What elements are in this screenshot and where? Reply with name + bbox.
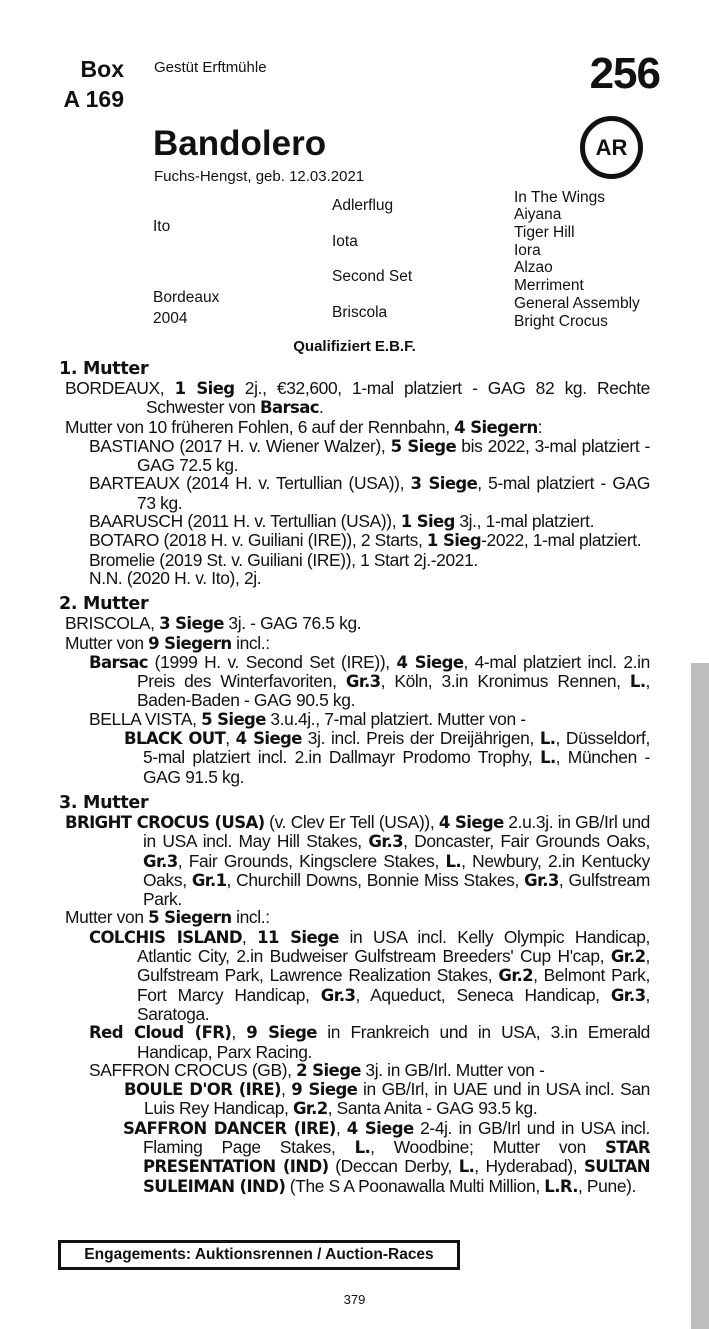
text-segment: BRISCOLA, <box>65 613 160 634</box>
text-segment: incl.: <box>231 632 270 653</box>
box-line-1: Box <box>80 56 124 82</box>
bold-highlight: Red Cloud (FR) <box>89 1023 232 1043</box>
text-segment: , Gulfstream Park, Lawrence Realization Stakes, <box>137 946 650 986</box>
text-segment: BOTARO (2018 H. v. Guiliani (IRE)), 2 Starts, <box>89 530 427 551</box>
qualification-note: Qualifiziert E.B.F. <box>293 338 416 355</box>
pedigree-grandparent: Briscola <box>332 304 388 321</box>
bold-highlight: 3 Siege <box>159 614 224 634</box>
bold-highlight: 2 Siege <box>296 1060 361 1080</box>
text-segment: , <box>280 1079 292 1100</box>
text-segment: (The S A Poonawalla Multi Million, <box>285 1175 545 1196</box>
bold-highlight: 5 Siegern <box>148 908 232 928</box>
text-segment: Mutter von 10 früheren Fohlen, 6 auf der Rennbahn, <box>65 416 455 437</box>
produce-entry <box>59 531 650 550</box>
text-segment: , Santa Anita - GAG 93.5 kg. <box>327 1098 538 1119</box>
text-segment: in GB/Irl, in UAE und in USA incl. San Luis Rey Handicap, <box>144 1079 650 1119</box>
bold-highlight: Gr.3 <box>143 851 178 871</box>
bold-highlight: 4 Siege <box>346 1118 414 1138</box>
bold-highlight: 4 Siege <box>438 812 504 832</box>
bold-highlight: L. <box>540 748 556 768</box>
bold-highlight: Gr.2 <box>610 947 646 967</box>
pedigree-grandparent: Second Set <box>332 268 413 285</box>
text-segment: , Newbury, 2.in Kentucky Oaks, <box>143 850 650 890</box>
text-segment: 3j. - GAG 76.5 kg. <box>223 613 362 634</box>
produce-summary <box>59 908 650 927</box>
pedigree-great-grandparent: In The Wings <box>514 189 606 206</box>
text-segment: in USA incl. Kelly Olympic Handicap, Atlantic City, 2.in Budweiser Gulfstream Breeders' Cup H'cap, <box>137 926 651 967</box>
text-segment: -2022, 1-mal platziert. <box>481 530 642 551</box>
bold-highlight: Barsac <box>260 398 319 418</box>
section-title-dam-2: 2. Mutter <box>59 594 149 615</box>
bold-highlight: Gr.3 <box>524 870 559 890</box>
text-segment: , Belmont Park, Fort Marcy Handicap, <box>137 965 650 1005</box>
bold-highlight: COLCHIS ISLAND <box>89 927 242 947</box>
text-segment: , <box>241 926 258 947</box>
text-segment: 2-4j. in GB/Irl und in USA incl. Flaming Page Stakes, <box>143 1117 651 1157</box>
pedigree-great-grandparent: General Assembly <box>514 295 640 312</box>
bold-highlight: L. <box>445 851 462 871</box>
produce-entry <box>59 437 650 475</box>
pedigree-great-grandparent: Tiger Hill <box>514 224 575 241</box>
text-segment: bis 2022, 3-mal platziert - GAG 72.5 kg. <box>137 435 650 476</box>
produce-entry <box>59 1061 650 1080</box>
box-label <box>24 54 124 114</box>
bold-highlight: 3 Siege <box>410 474 478 494</box>
pedigree-dam-year: 2004 <box>153 310 188 327</box>
box-line-2: A 169 <box>63 86 124 112</box>
bold-highlight: BOULE D'OR (IRE) <box>124 1080 281 1100</box>
text-segment: SAFFRON CROCUS (GB), <box>89 1059 297 1080</box>
bold-highlight: L. <box>629 672 646 692</box>
pedigree-great-grandparent: Aiyana <box>514 206 562 223</box>
text-segment: BARTEAUX (2014 H. v. Tertullian (USA)), <box>89 473 411 494</box>
text-segment: 3j. in GB/Irl. Mutter von - <box>360 1059 545 1080</box>
bold-highlight: 4 Siegern <box>454 417 538 437</box>
produce-entry <box>59 653 650 710</box>
bold-highlight: Gr.3 <box>345 672 381 692</box>
pedigree-great-grandparent: Merriment <box>514 277 584 294</box>
bold-highlight: 1 Sieg <box>426 531 482 551</box>
ar-badge-text: AR <box>595 134 628 160</box>
text-segment: 3j., 1-mal platziert. <box>454 511 595 532</box>
produce-summary <box>59 418 650 437</box>
bold-highlight: Gr.2 <box>292 1099 328 1119</box>
dam-record <box>59 614 650 633</box>
text-segment: , München - GAG 91.5 kg. <box>143 747 651 787</box>
produce-entry <box>59 928 650 1023</box>
text-segment: , 5-mal platziert - GAG 73 kg. <box>137 473 650 513</box>
text-segment: BELLA VISTA, <box>89 708 202 729</box>
section-title-dam-3: 3. Mutter <box>59 792 149 813</box>
produce-entry: Bromelie (2019 St. v. Guiliani (IRE)), 1 Start 2j.-2021. <box>89 549 478 570</box>
bold-highlight: Gr.1 <box>191 870 227 890</box>
bold-highlight: 1 Sieg <box>400 512 455 532</box>
bold-highlight: Gr.2 <box>498 966 534 986</box>
pedigree-sire: Ito <box>153 218 171 235</box>
text-segment: , Gulfstream Park. <box>143 869 650 910</box>
pedigree-grandparent: Iota <box>332 233 358 250</box>
bold-highlight: L. <box>539 729 556 749</box>
text-segment: (v. Clev Er Tell (USA)), <box>264 811 439 832</box>
produce-entry <box>59 1023 650 1061</box>
text-segment: , Baden-Baden - GAG 90.5 kg. <box>137 671 650 711</box>
bold-highlight: 11 Siege <box>257 927 339 947</box>
bold-highlight: 4 Siege <box>235 729 302 749</box>
pedigree-grandparent: Adlerflug <box>332 197 394 214</box>
text-segment: , <box>231 1022 247 1043</box>
text-segment: , Düsseldorf, 5-mal platziert incl. 2.in Dallmayr Prodomo Trophy, <box>143 728 650 768</box>
bold-highlight: L.R. <box>544 1176 578 1196</box>
text-segment: in Frankreich und in USA, 3.in Emerald Handicap, Parx Racing. <box>137 1022 650 1062</box>
text-segment: 2j., €32,600, 1-mal platziert - GAG 82 kg. Rechte Schwester von <box>146 378 650 418</box>
text-segment: , Köln, 3.in Kronimus Rennen, <box>380 671 630 692</box>
breeder-name: Gestüt Erftmühle <box>154 59 267 76</box>
bold-highlight: Gr.3 <box>368 832 404 852</box>
bold-highlight: 5 Siege <box>390 436 457 456</box>
pedigree-dam: Bordeaux <box>153 289 220 306</box>
bold-highlight: BLACK OUT <box>124 729 226 749</box>
produce-summary <box>59 634 650 653</box>
bold-highlight: L. <box>354 1137 371 1157</box>
ar-badge-icon <box>580 116 643 179</box>
bold-highlight: Gr.3 <box>320 985 356 1005</box>
text-segment: : <box>537 416 543 437</box>
grand-produce-entry <box>59 1080 650 1119</box>
dam-family-content <box>59 360 650 1196</box>
dam-record <box>59 813 650 908</box>
text-segment: , Saratoga. <box>137 984 650 1024</box>
section-title-dam-1: 1. Mutter <box>59 359 149 379</box>
bold-highlight: 9 Siege <box>246 1023 317 1043</box>
pedigree-great-grandparent: Iora <box>514 242 541 259</box>
text-segment: , Doncaster, Fair Grounds Oaks, <box>403 831 650 852</box>
bold-highlight: L. <box>458 1157 475 1177</box>
text-segment: , Fair Grounds, Kingsclere Stakes, <box>177 850 446 871</box>
produce-entry <box>59 474 650 512</box>
text-segment: Mutter von <box>65 907 149 928</box>
text-segment: , Pune). <box>577 1175 637 1196</box>
bold-highlight: Gr.3 <box>610 985 646 1005</box>
text-segment: 3.u.4j., 7-mal platziert. Mutter von - <box>265 708 526 729</box>
text-segment: , 4-mal platziert incl. 2.in Preis des Winterfavoriten, <box>137 651 650 692</box>
text-segment: 3j. incl. Preis der Dreijährigen, <box>301 728 540 749</box>
produce-entry <box>59 512 650 531</box>
text-segment: Mutter von <box>65 632 149 653</box>
text-segment: , <box>225 728 236 749</box>
pedigree-great-grandparent: Alzao <box>514 259 553 276</box>
text-segment: , Aqueduct, Seneca Handicap, <box>355 984 611 1005</box>
bold-highlight: 4 Siege <box>396 652 464 672</box>
bold-highlight: 9 Siegern <box>148 633 232 653</box>
engagements-label: Engagements: Auktionsrennen / Auction-Races <box>84 1246 434 1263</box>
grand-produce-entry <box>59 729 650 786</box>
text-segment: , Hyderabad), <box>474 1156 584 1177</box>
lot-number: 256 <box>589 49 660 98</box>
grand-produce-entry <box>59 1119 650 1196</box>
text-segment: (1999 H. v. Second Set (IRE)), <box>147 651 397 672</box>
page-number: 379 <box>343 1292 366 1307</box>
bold-highlight: BRIGHT CROCUS (USA) <box>65 812 265 832</box>
text-segment: BORDEAUX, <box>65 378 175 398</box>
text-segment: (Deccan Derby, <box>328 1156 459 1177</box>
text-segment: 2.u.3j. in GB/Irl und in USA incl. May Hill Stakes, <box>143 811 650 852</box>
scrollbar-thumb[interactable] <box>691 663 709 1329</box>
text-segment: incl.: <box>231 907 270 928</box>
engagements-box <box>58 1240 460 1270</box>
produce-entry: N.N. (2020 H. v. Ito), 2j. <box>89 567 262 588</box>
bold-highlight: 1 Sieg <box>174 379 235 398</box>
horse-name: Bandolero <box>153 124 327 163</box>
bold-highlight: 9 Siege <box>291 1080 358 1100</box>
produce-entry <box>59 710 650 729</box>
bold-highlight: Barsac <box>89 652 148 672</box>
bold-highlight: STAR PRESENTATION (IND) <box>143 1137 650 1177</box>
text-segment: , Woodbine; Mutter von <box>370 1136 606 1157</box>
bold-highlight: 5 Siege <box>201 709 266 729</box>
text-segment: BAARUSCH (2011 H. v. Tertullian (USA)), <box>89 511 401 532</box>
bold-highlight: SAFFRON DANCER (IRE) <box>123 1118 336 1138</box>
text-segment: , <box>335 1117 347 1138</box>
text-segment: BASTIANO (2017 H. v. Wiener Walzer), <box>89 435 391 456</box>
pedigree-great-grandparent: Bright Crocus <box>514 313 608 330</box>
text-segment: . <box>318 397 324 418</box>
horse-description: Fuchs-Hengst, geb. 12.03.2021 <box>154 168 365 185</box>
text-segment: , Churchill Downs, Bonnie Miss Stakes, <box>226 869 525 890</box>
dam-record <box>59 379 650 418</box>
bold-highlight: SULTAN SULEIMAN (IND) <box>143 1157 650 1196</box>
